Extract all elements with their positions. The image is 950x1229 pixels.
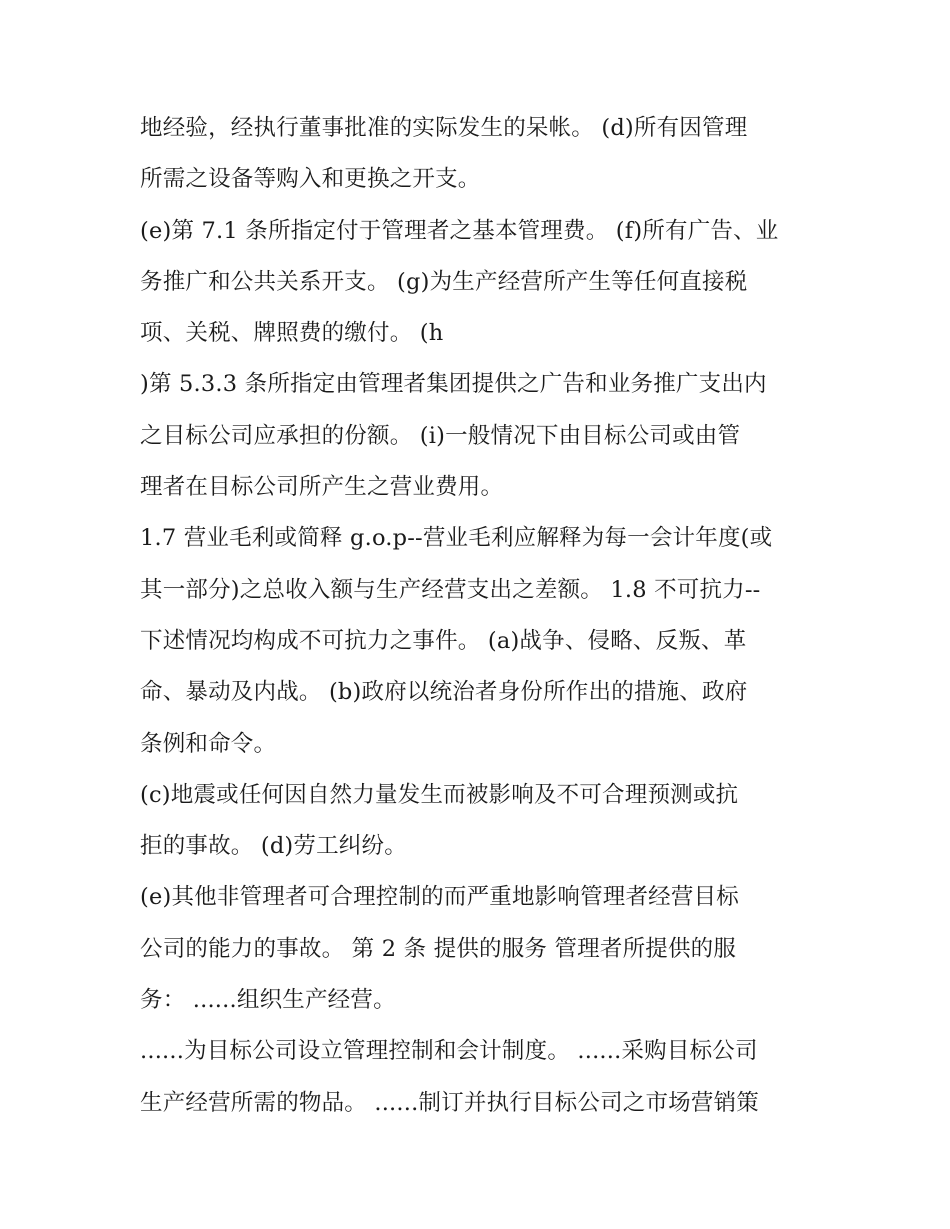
text-line: 公司的能力的事故。 第 2 条 提供的服务 管理者所提供的服 [140,935,737,962]
document-body [140,103,820,1129]
text-line: 拒的事故。 (d)劳工纠纷。 [140,833,407,860]
text-line: 生产经营所需的物品。 ......制订并执行目标公司之市场营销策 [140,1089,759,1116]
text-line: 其一部分)之总收入额与生产经营支出之差额。 1.8 不可抗力-- [140,576,761,603]
text-line: ......为目标公司设立管理控制和会计制度。 ......采购目标公司 [140,1038,758,1065]
text-line: 理者在目标公司所产生之营业费用。 [140,474,504,501]
text-line: 条例和命令。 [140,730,277,757]
text-line: 下述情况均构成不可抗力之事件。 (a)战争、侵略、反叛、革 [140,627,747,654]
text-line: 地经验，经执行董事批准的实际发生的呆帐。 (d)所有因管理 [140,115,748,141]
text-line: 命、暴动及内战。 (b)政府以统治者身份所作出的措施、政府 [140,679,748,706]
text-line: 务： ......组织生产经营。 [140,987,396,1014]
text-line: 所需之设备等购入和更换之开支。 [140,166,481,193]
text-line: (c)地震或任何因自然力量发生而被影响及不可合理预测或抗 [140,781,739,808]
text-line: (e)第 7.1 条所指定付于管理者之基本管理费。 (f)所有广告、业 [140,217,779,244]
text-line: 1.7 营业毛利或简释 g.o.p--营业毛利应解释为每一会计年度(或 [140,525,773,552]
text-line: (e)其他非管理者可合理控制的而严重地影响管理者经营目标 [140,884,739,911]
text-line: 务推广和公共关系开支。 (g)为生产经营所产生等任何直接税 [140,268,748,295]
text-line: 之目标公司应承担的份额。 (i)一般情况下由目标公司或由管 [140,422,741,449]
text-line: )第 5.3.3 条所指定由管理者集团提供之广告和业务推广支出内 [140,371,767,398]
text-line: 项、关税、牌照费的缴付。 (h [140,320,444,347]
